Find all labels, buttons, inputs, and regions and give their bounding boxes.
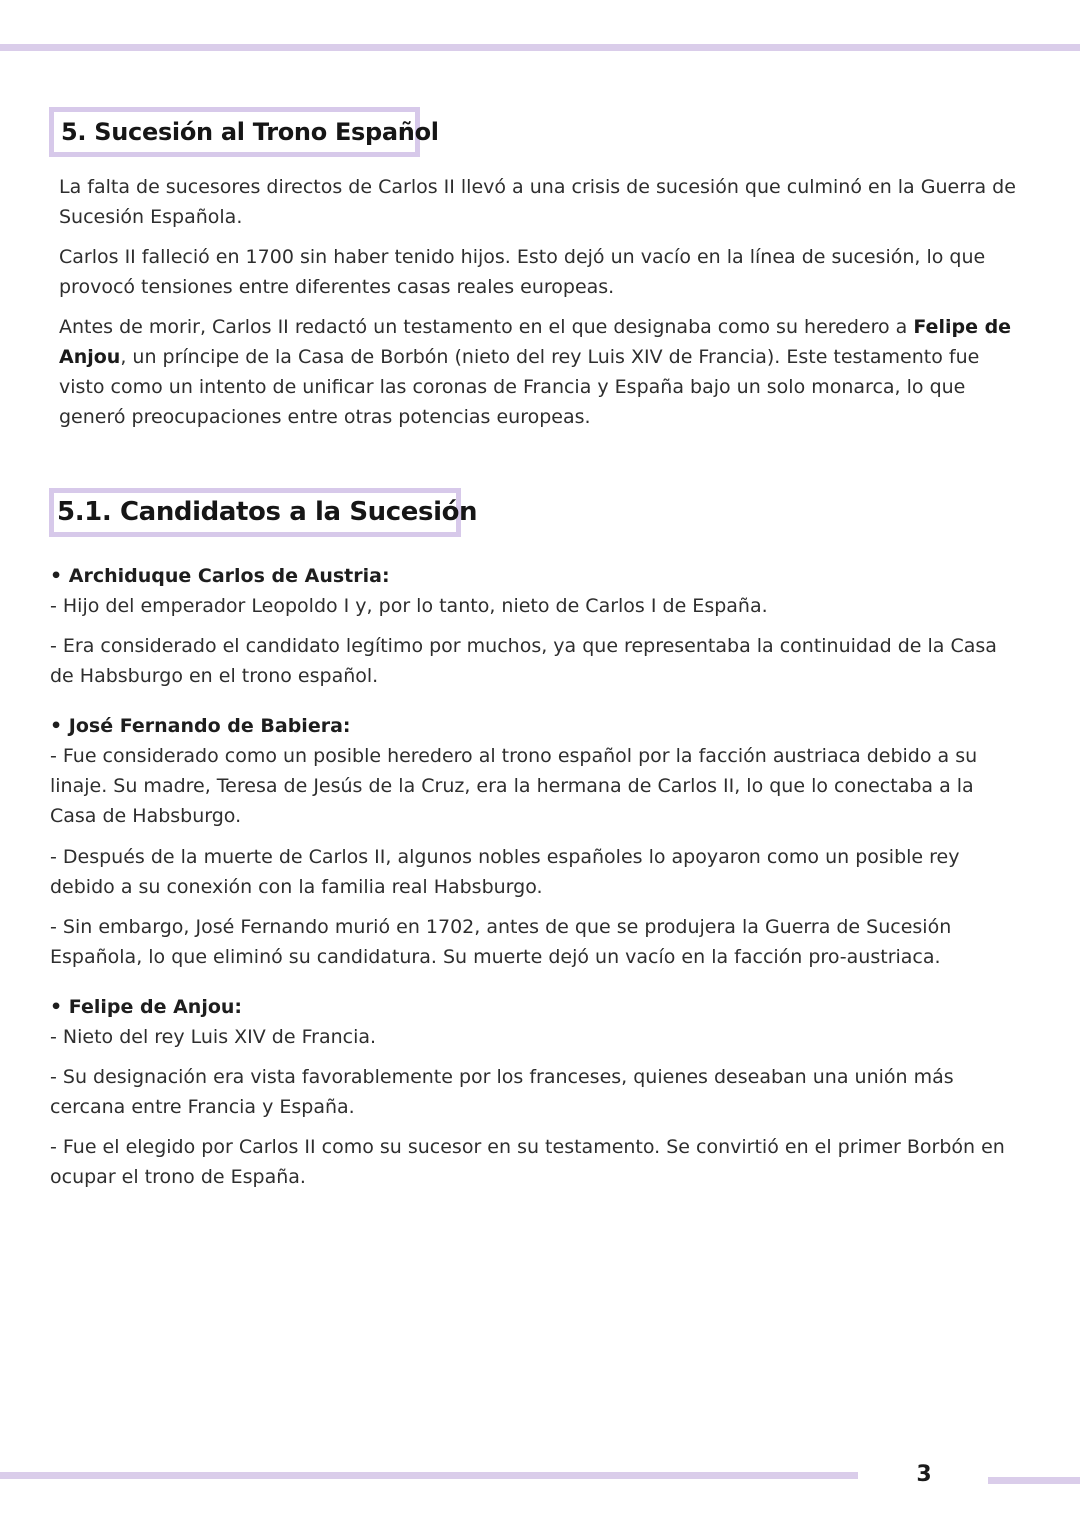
bottom-divider-left (0, 1472, 858, 1479)
page-number: 3 (916, 1462, 932, 1487)
candidate-name-felipe: • Felipe de Anjou: (50, 996, 243, 1018)
testament-heir-name: Felipe de Anjou (59, 316, 1012, 368)
candidate-point: - Nieto del rey Luis XIV de Francia. (50, 1026, 377, 1048)
bottom-divider-right (988, 1477, 1080, 1484)
section-heading: 5. Sucesión al Trono Español (49, 107, 420, 157)
candidate-point: - Hijo del emperador Leopoldo I y, por lo tanto, nieto de Carlos I de España. (50, 595, 768, 617)
candidate-point: - Después de la muerte de Carlos II, algunos nobles españoles lo apoyaron como un posible rey debido a su conexión con la familia real Habsburgo. (50, 846, 960, 898)
candidate-name-jose-fernando: • José Fernando de Babiera: (50, 715, 351, 737)
testament-text-after: , un príncipe de la Casa de Borbón (nieto del rey Luis XIV de Francia). Este testamento fue visto como un intento de unificar las coronas de Francia y España bajo un solo monarca, lo que generó preocupaciones entre otras potencias europeas. (59, 346, 980, 428)
top-divider (0, 44, 1080, 51)
subsection-heading: 5.1. Candidatos a la Sucesión (49, 488, 461, 537)
candidate-point: - Fue el elegido por Carlos II como su sucesor en su testamento. Se convirtió en el primer Borbón en ocupar el trono de España. (50, 1136, 1005, 1188)
testament-paragraph (59, 312, 1019, 432)
candidate-name-carlos: • Archiduque Carlos de Austria: (50, 565, 390, 587)
candidate-point: - Su designación era vista favorablemente por los franceses, quienes deseaban una unión más cercana entre Francia y España. (50, 1066, 954, 1118)
candidate-point: - Fue considerado como un posible heredero al trono español por la facción austriaca debido a su linaje. Su madre, Teresa de Jesús de la Cruz, era la hermana de Carlos II, lo que lo conectaba a la Casa de Habsburgo. (50, 745, 978, 827)
intro-paragraph-2: Carlos II falleció en 1700 sin haber tenido hijos. Esto dejó un vacío en la línea de sucesión, lo que provocó tensiones entre diferentes casas reales europeas. (59, 246, 986, 298)
candidate-point: - Era considerado el candidato legítimo por muchos, ya que representaba la continuidad de la Casa de Habsburgo en el trono español. (50, 635, 997, 687)
candidate-point: - Sin embargo, José Fernando murió en 1702, antes de que se produjera la Guerra de Sucesión Española, lo que eliminó su candidatura. Su muerte dejó un vacío en la facción pro-austriaca. (50, 916, 952, 968)
testament-text-before: Antes de morir, Carlos II redactó un testamento en el que designaba como su heredero a (59, 316, 914, 338)
intro-paragraph-1: La falta de sucesores directos de Carlos II llevó a una crisis de sucesión que culminó en la Guerra de Sucesión Española. (59, 176, 1016, 228)
